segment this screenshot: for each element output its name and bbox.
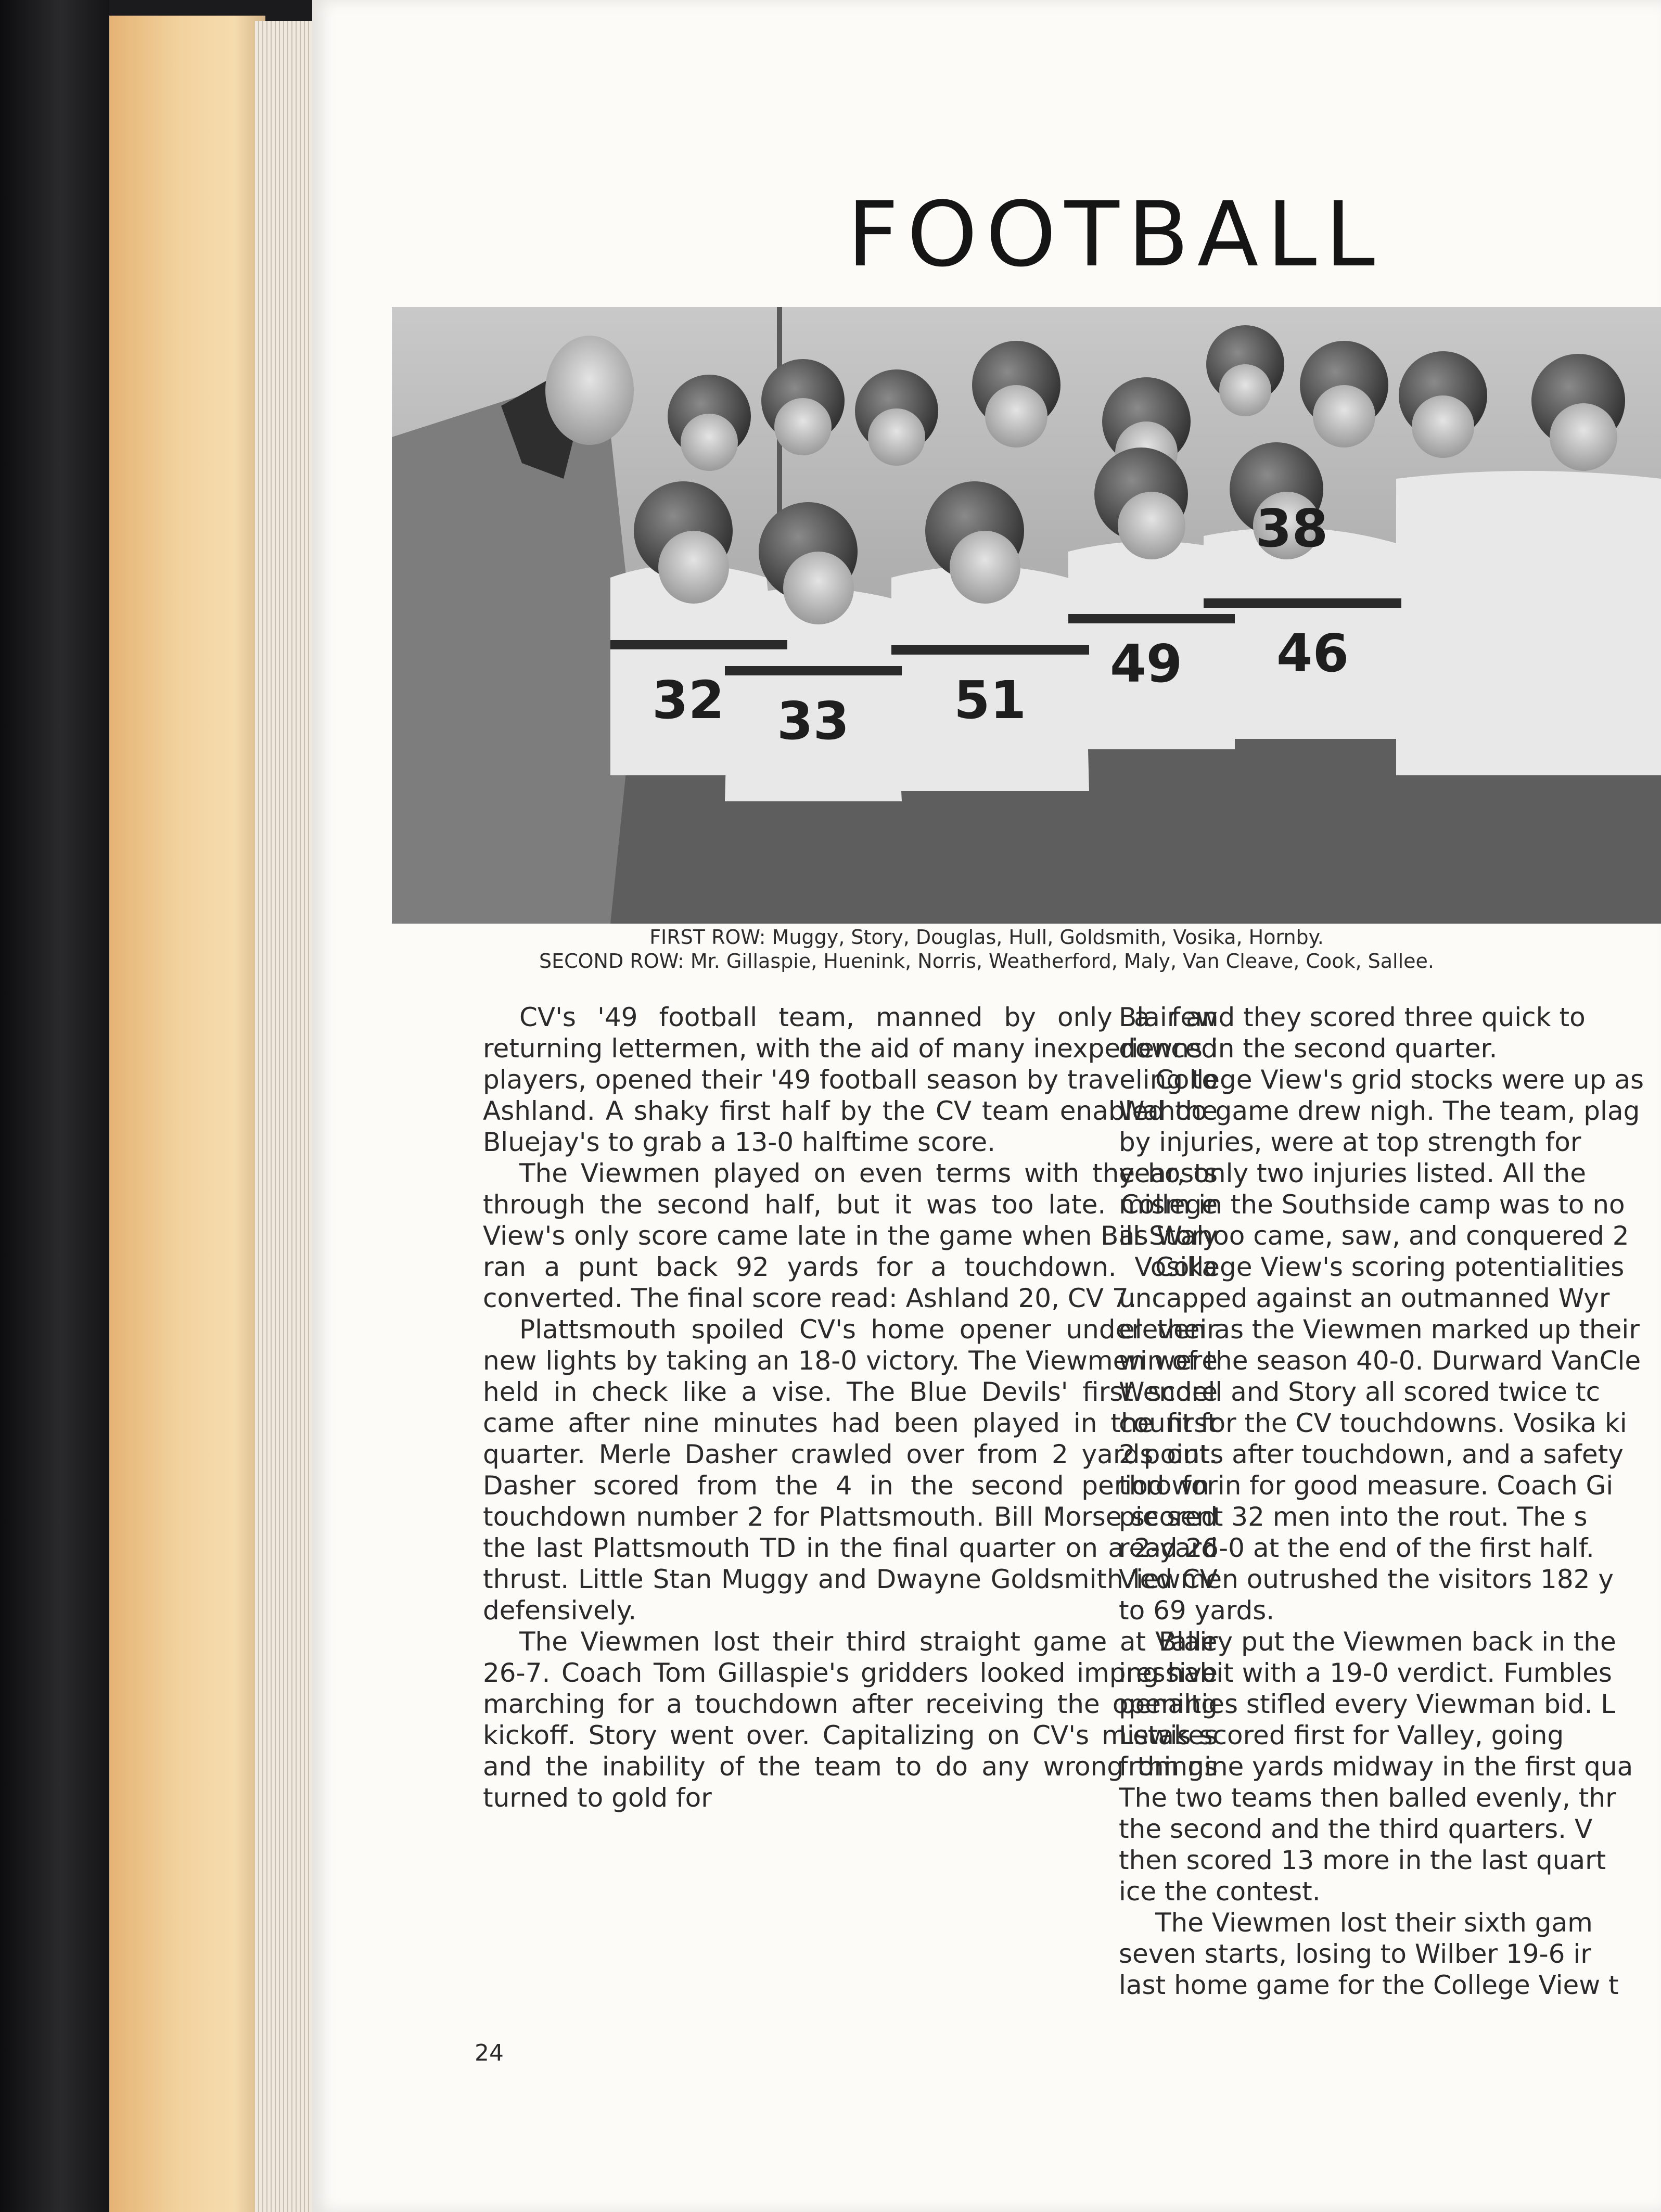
yearbook-page (312, 0, 1661, 2212)
article-line: ice the contest. (1119, 1876, 1321, 1907)
article-paragraph: The Viewmen played on even terms with the hosts through the second half, but it was too late. College View's only score came late in the game when Bill Story ran a punt back 92 yards for a touchdown. Vosika converted. The final score read: Ashland 20, CV 7. (483, 1158, 1218, 1313)
article-line: downs in the second quarter. (1119, 1033, 1498, 1064)
article-line: uncapped against an outmanned Wyr (1119, 1283, 1610, 1313)
article-line: by injuries, were at top strength for (1119, 1127, 1581, 1157)
article-line: year, only two injuries listed. All the (1119, 1158, 1586, 1188)
article-line: The two teams then balled evenly, thr (1119, 1783, 1616, 1813)
article-line: College View's grid stocks were up as (1155, 1065, 1644, 1095)
jersey-number: 49 (1110, 633, 1183, 694)
team-photo (392, 307, 1661, 924)
article-line: thrown in for good measure. Coach Gi (1119, 1471, 1614, 1501)
article-line: as Wahoo came, saw, and conquered 2 (1119, 1221, 1629, 1251)
article-line: Viewmen outrushed the visitors 182 y (1119, 1564, 1614, 1594)
jersey-number: 32 (652, 670, 725, 731)
jersey-number: 33 (777, 691, 850, 751)
page-number: 24 (475, 2040, 504, 2066)
caption-first-row: FIRST ROW: Muggy, Story, Douglas, Hull, Goldsmith, Vosika, Hornby. (649, 926, 1324, 949)
book-spine (0, 0, 109, 2212)
jersey-number: 51 (954, 670, 1027, 731)
article-line: seven starts, losing to Wilber 19-6 ir (1119, 1939, 1591, 1969)
article-line: read 26-0 at the end of the first half. (1119, 1533, 1594, 1563)
article-line: win of the season 40-0. Durward VanCle (1119, 1346, 1641, 1376)
article-line: to 69 yards. (1119, 1595, 1275, 1626)
article-right-column (1119, 1002, 1661, 2001)
photo-caption (312, 925, 1661, 973)
article-line: ing habit with a 19-0 verdict. Fumbles (1119, 1658, 1612, 1688)
article-line: from nine yards midway in the first qua (1119, 1751, 1633, 1782)
article-line: mism in the Southside camp was to no (1119, 1190, 1625, 1220)
article-line: the second and the third quarters. V (1119, 1814, 1593, 1844)
article-line: count for the CV touchdowns. Vosika ki (1119, 1408, 1627, 1438)
jersey-number: 46 (1276, 623, 1349, 684)
article-line: last home game for the College View t (1119, 1970, 1619, 2000)
page-stack (255, 21, 317, 2212)
article-line: eleven as the Viewmen marked up their (1119, 1314, 1640, 1345)
article-line: College View's scoring potentialities (1155, 1252, 1625, 1282)
jersey-number: 38 (1256, 498, 1328, 559)
article-line: Blair and they scored three quick to (1119, 1002, 1586, 1032)
article-line: Wahoo game drew nigh. The team, plag (1119, 1096, 1640, 1126)
article-line: 2 points after touchdown, and a safety (1119, 1439, 1624, 1469)
article-line: The Viewmen lost their sixth gam (1155, 1908, 1593, 1938)
article-left-column (483, 1002, 1218, 1813)
caption-second-row: SECOND ROW: Mr. Gillaspie, Huenink, Norris, Weatherford, Maly, Van Cleave, Cook, Sallee. (539, 950, 1435, 973)
article-line: Wendell and Story all scored twice tc (1119, 1377, 1600, 1407)
article-line: Valley put the Viewmen back in the (1155, 1627, 1616, 1657)
article-line: Lewis scored first for Valley, going (1119, 1720, 1564, 1750)
article-line: penalties stifled every Viewman bid. L (1119, 1689, 1616, 1719)
page-title: FOOTBALL (847, 182, 1384, 287)
article-paragraph: Plattsmouth spoiled CV's home opener under their new lights by taking an 18-0 victory. The Viewmen were held in check like a vise. The Blue Devils' first score came after nine minutes had been played in the first quarter. Merle Dasher crawled over from 2 yards out. Dasher scored from the 4 in the second period for touchdown number 2 for Plattsmouth. Bill Morse scored the last Plattsmouth TD in the final quarter on a 2-yard thrust. Little Stan Muggy and Dwayne Goldsmith led CV defensively. (483, 1314, 1218, 1626)
page-edge (109, 16, 265, 2212)
article-line: then scored 13 more in the last quart (1119, 1845, 1606, 1875)
article-paragraph: CV's '49 football team, manned by only a few returning lettermen, with the aid of many inexperienced players, opened their '49 football season by traveling to Ashland. A shaky first half by the CV team enabled the Bluejay's to grab a 13-0 halftime score. (483, 1002, 1218, 1157)
article-line: pie sent 32 men into the rout. The s (1119, 1502, 1588, 1532)
article-paragraph: The Viewmen lost their third straight game at Blair 26-7. Coach Tom Gillaspie's gridders looked impressive marching for a touchdown after receiving the opening kickoff. Story went over. Capitalizing on CV's mistakes and the inability of the team to do any wrong things turned to gold for (483, 1627, 1218, 1813)
